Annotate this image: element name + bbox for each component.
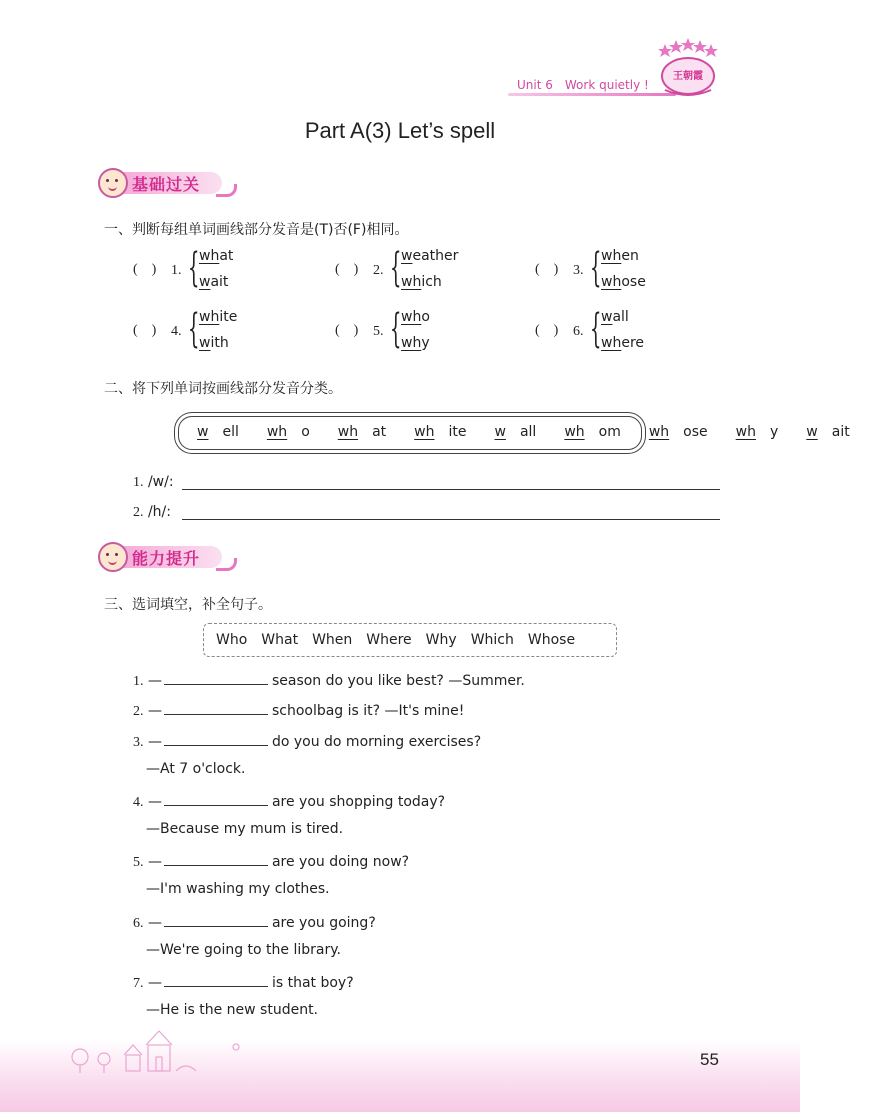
page-title: Part A(3) Let’s spell xyxy=(304,118,496,143)
answer-paren[interactable]: ( ) xyxy=(133,323,157,338)
ex1-item xyxy=(335,306,535,361)
choice-word: Which xyxy=(470,632,514,648)
ex3-instruction: 三、选词填空，补全句子。 xyxy=(104,597,272,613)
section-banner-ability xyxy=(98,544,248,570)
bank-word: wh at xyxy=(337,424,387,440)
classify-row-w: 1. /w/: xyxy=(133,474,174,490)
bank-word: w all xyxy=(494,424,537,440)
answer-line[interactable] xyxy=(182,519,720,520)
ex2-instruction: 二、将下列单词按画线部分发音分类。 xyxy=(104,381,342,397)
ex1-item xyxy=(335,245,535,300)
item-number: 4. xyxy=(171,324,182,339)
word-b: whose xyxy=(601,274,646,290)
banner-swoosh xyxy=(216,184,237,197)
choice-word: Where xyxy=(366,632,412,648)
ex1-instruction: 一、判断每组单词画线部分发音是(T)否(F)相同。 xyxy=(104,222,409,238)
ex1-item xyxy=(535,245,735,300)
answer-paren[interactable]: ( ) xyxy=(535,262,559,277)
ex3-answer: —We're going to the library. xyxy=(146,942,341,958)
brace-icon: { xyxy=(188,245,200,291)
cartoon-face-icon xyxy=(98,542,128,572)
item-number: 6. xyxy=(573,324,584,339)
ex3-answer: —At 7 o'clock. xyxy=(146,761,246,777)
banner-swoosh xyxy=(216,558,237,571)
bank-word: wh o xyxy=(266,424,310,440)
ex3-question: 4. — are you shopping today? xyxy=(133,791,445,811)
answer-line[interactable] xyxy=(182,489,720,490)
fill-blank[interactable] xyxy=(164,670,268,685)
ex1-item xyxy=(133,306,333,361)
item-number: 3. xyxy=(573,263,584,278)
question-text: are you going? xyxy=(271,915,376,931)
brace-icon: { xyxy=(390,306,402,352)
bank-word: wh ose xyxy=(648,424,708,440)
bank-word: w ait xyxy=(806,424,850,440)
section-label: 能力提升 xyxy=(132,549,201,568)
word-a: white xyxy=(199,309,238,325)
question-text: schoolbag is it? —It's mine! xyxy=(271,703,465,719)
answer-paren[interactable]: ( ) xyxy=(335,323,359,338)
unit-title: Work quietly ! xyxy=(564,78,649,92)
word-b: wait xyxy=(199,274,229,290)
bank-word: wh om xyxy=(564,424,621,440)
section-label: 基础过关 xyxy=(132,175,201,194)
classify-row-h: 2. /h/: xyxy=(133,504,171,520)
ex1-item xyxy=(133,245,333,300)
fill-blank[interactable] xyxy=(164,851,268,866)
brace-icon: { xyxy=(590,306,602,352)
ex3-question: 2. — schoolbag is it? —It's mine! xyxy=(133,700,464,720)
bank-word: w ell xyxy=(197,424,239,440)
choice-word: What xyxy=(261,632,299,648)
item-number: 2. xyxy=(373,263,384,278)
word-a: what xyxy=(199,248,234,264)
header-rule xyxy=(508,93,676,96)
brace-icon: { xyxy=(390,245,402,291)
item-number: 1. xyxy=(171,263,182,278)
fill-blank[interactable] xyxy=(164,972,268,987)
fill-blank[interactable] xyxy=(164,731,268,746)
answer-paren[interactable]: ( ) xyxy=(133,262,157,277)
choice-word: Why xyxy=(425,632,457,648)
section-banner-basic xyxy=(98,170,248,196)
running-header xyxy=(517,78,661,92)
ex3-question: 6. — are you going? xyxy=(133,912,376,932)
ex3-question: 1. — season do you like best? —Summer. xyxy=(133,670,525,690)
choice-word: Who xyxy=(216,632,248,648)
badge-text: 王朝霞 xyxy=(673,71,703,82)
bank-word: wh y xyxy=(735,424,779,440)
word-choice-box xyxy=(203,623,617,657)
choice-word: When xyxy=(312,632,353,648)
word-a: wall xyxy=(601,309,629,325)
ex3-question: 7. — is that boy? xyxy=(133,972,354,992)
brand-badge xyxy=(655,38,721,100)
word-choice-list xyxy=(216,632,589,648)
word-bank-list xyxy=(197,424,878,440)
answer-paren[interactable]: ( ) xyxy=(535,323,559,338)
word-b: where xyxy=(601,335,645,351)
answer-paren[interactable]: ( ) xyxy=(335,262,359,277)
choice-word: Whose xyxy=(527,632,576,648)
ex3-answer: —Because my mum is tired. xyxy=(146,821,344,837)
ex1-item xyxy=(535,306,735,361)
question-text: are you shopping today? xyxy=(271,794,446,810)
phoneme-label: /h/: xyxy=(147,504,171,520)
brace-icon: { xyxy=(188,306,200,352)
question-text: are you doing now? xyxy=(271,854,410,870)
word-bank-box xyxy=(178,416,850,450)
question-text: season do you like best? —Summer. xyxy=(271,673,525,689)
ex3-question: 3. — do you do morning exercises? xyxy=(133,731,481,751)
ex3-question: 5. — are you doing now? xyxy=(133,851,409,871)
brace-icon: { xyxy=(590,245,602,291)
phoneme-label: /w/: xyxy=(147,474,174,490)
fill-blank[interactable] xyxy=(164,700,268,715)
word-a: weather xyxy=(401,248,459,264)
question-text: do you do morning exercises? xyxy=(271,734,482,750)
ex3-answer: —He is the new student. xyxy=(146,1002,319,1018)
ex3-answer: —I'm washing my clothes. xyxy=(146,881,330,897)
item-number: 5. xyxy=(373,324,384,339)
word-b: which xyxy=(401,274,442,290)
cartoon-face-icon xyxy=(98,168,128,198)
page-number: 55 xyxy=(700,1050,719,1069)
question-text: is that boy? xyxy=(271,975,354,991)
fill-blank[interactable] xyxy=(164,791,268,806)
fill-blank[interactable] xyxy=(164,912,268,927)
unit-label: Unit 6 xyxy=(517,78,553,92)
castle-decoration-icon xyxy=(68,1025,268,1075)
word-a: when xyxy=(601,248,639,264)
word-b: why xyxy=(401,335,430,351)
word-a: who xyxy=(401,309,430,325)
word-b: with xyxy=(199,335,229,351)
bank-word: wh ite xyxy=(414,424,467,440)
